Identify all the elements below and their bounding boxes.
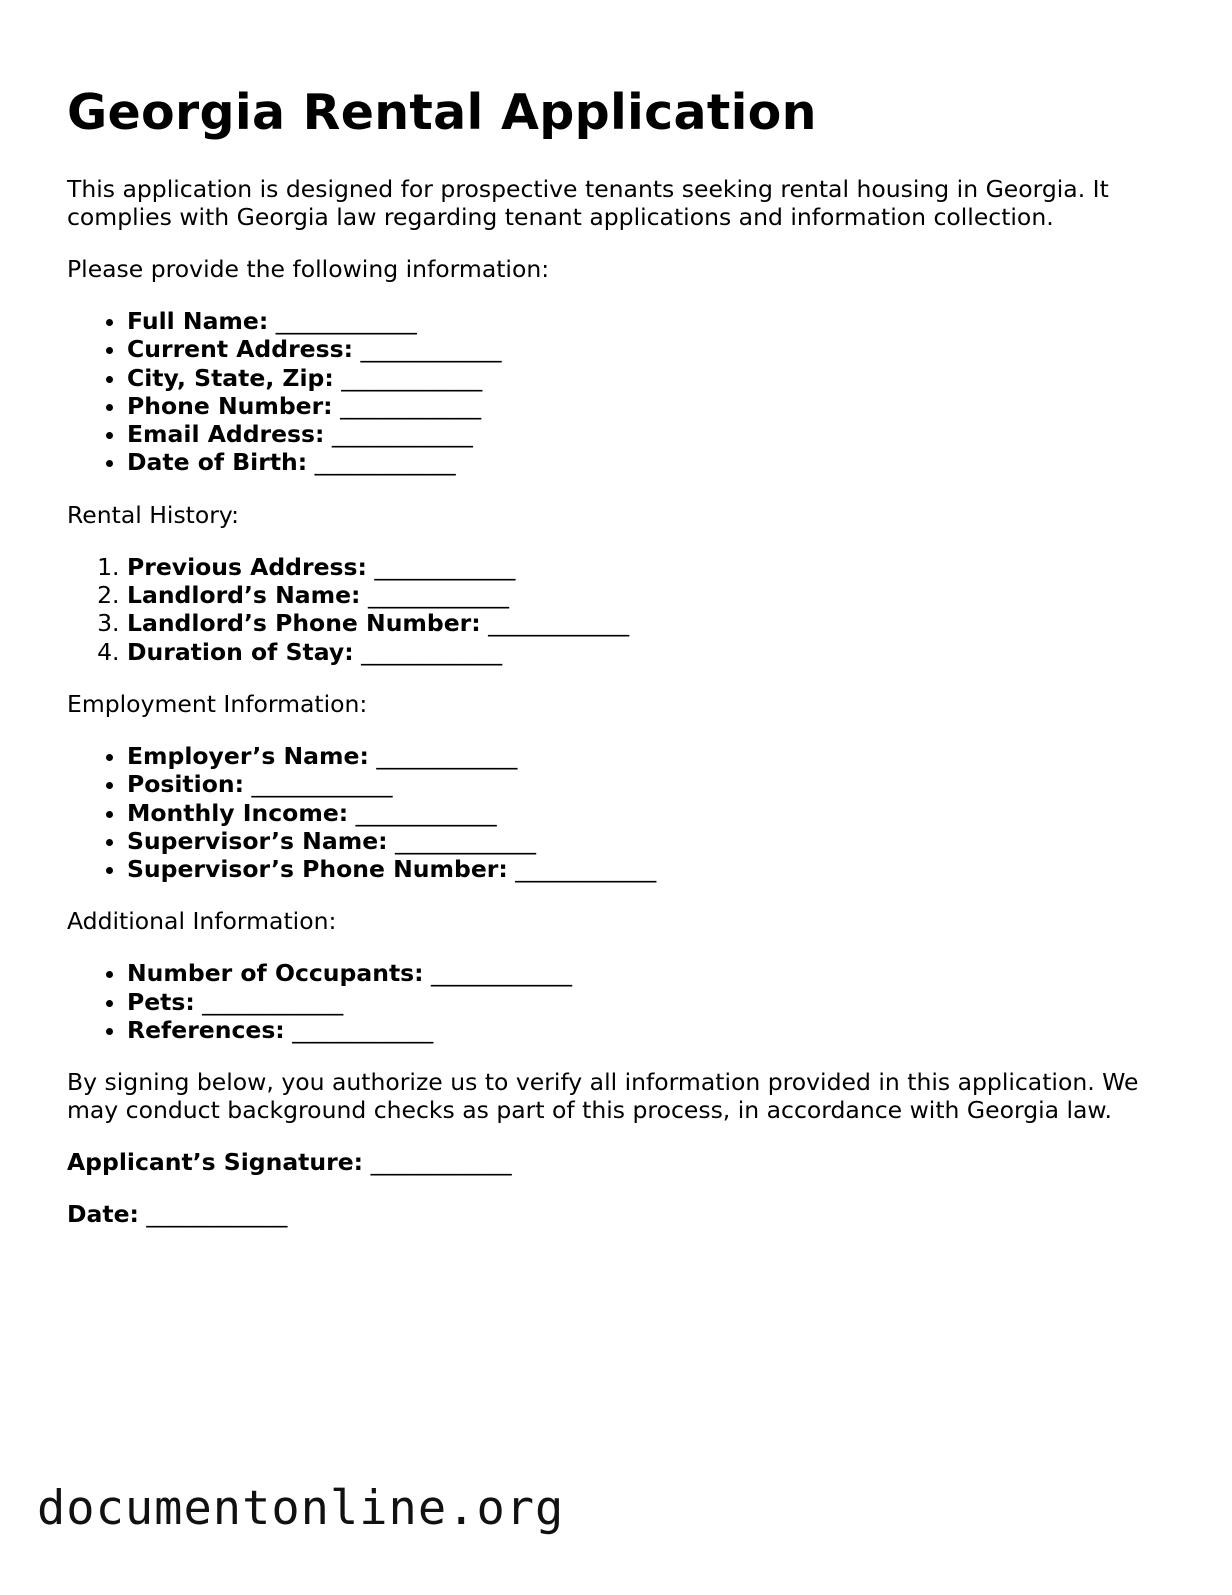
field-blank[interactable]: ____________ — [360, 335, 502, 364]
rental-history-heading: Rental History: — [67, 500, 240, 529]
date-line — [67, 1200, 1177, 1228]
field-label: Duration of Stay: — [127, 637, 354, 666]
field-blank[interactable]: ____________ — [292, 1016, 434, 1045]
field-label: Phone Number: — [127, 391, 333, 420]
field-blank[interactable]: ____________ — [331, 420, 473, 449]
city-state-zip-field — [127, 364, 1177, 392]
supervisor-name-field — [127, 827, 1177, 855]
field-label: References: — [127, 1016, 285, 1045]
field-label: Monthly Income: — [127, 798, 349, 827]
personal-info-list — [67, 307, 1177, 477]
occupants-field — [127, 959, 1177, 987]
field-blank[interactable]: ____________ — [341, 363, 483, 392]
field-label: Full Name: — [127, 307, 269, 335]
field-blank[interactable]: ____________ — [395, 826, 537, 855]
field-blank[interactable]: ____________ — [314, 448, 456, 477]
field-label: Position: — [127, 770, 244, 799]
supervisor-phone-field — [127, 855, 1177, 883]
duration-of-stay-field — [127, 638, 1177, 666]
employer-name-field — [127, 742, 1177, 770]
rental-history-list — [67, 553, 1177, 666]
signature-line — [67, 1148, 1177, 1176]
full-name-field — [127, 307, 1177, 335]
field-blank[interactable]: ____________ — [251, 770, 393, 799]
previous-address-field — [127, 553, 1177, 581]
additional-info-list — [67, 959, 1177, 1044]
field-blank[interactable]: ____________ — [355, 798, 497, 827]
field-blank[interactable]: ____________ — [361, 637, 503, 666]
field-blank[interactable]: ____________ — [374, 552, 516, 581]
field-label: Number of Occupants: — [127, 959, 424, 988]
field-blank[interactable]: ____________ — [515, 855, 657, 884]
employment-heading: Employment Information: — [67, 689, 368, 718]
field-blank[interactable]: ____________ — [431, 959, 573, 988]
field-blank[interactable]: ____________ — [376, 741, 518, 770]
field-label: Current Address: — [127, 335, 353, 364]
field-label: City, State, Zip: — [127, 363, 334, 392]
references-field — [127, 1016, 1177, 1044]
pets-field — [127, 988, 1177, 1016]
field-label: Pets: — [127, 987, 195, 1016]
authorization-paragraph: By signing below, you authorize us to verify all information provided in this application. We may conduct background checks as part of this process, in accordance with Georgia law. — [67, 1068, 1139, 1125]
landlord-name-field — [127, 581, 1177, 609]
field-blank[interactable]: ____________ — [202, 987, 344, 1016]
additional-info-heading: Additional Information: — [67, 907, 337, 936]
field-label: Previous Address: — [127, 552, 367, 581]
document-page — [67, 84, 1177, 1228]
field-label: Landlord’s Phone Number: — [127, 609, 481, 638]
date-label: Date: — [67, 1200, 139, 1229]
employment-list — [67, 742, 1177, 883]
personal-info-heading: Please provide the following information: — [67, 255, 550, 283]
position-field — [127, 770, 1177, 798]
field-blank[interactable]: ____________ — [367, 581, 509, 610]
email-address-field — [127, 420, 1177, 448]
field-label: Date of Birth: — [127, 448, 308, 477]
signature-blank[interactable]: ____________ — [370, 1148, 512, 1177]
field-blank[interactable]: ____________ — [275, 307, 417, 335]
field-blank[interactable]: ____________ — [340, 391, 482, 420]
field-label: Landlord’s Name: — [127, 581, 361, 610]
page-title: Georgia Rental Application — [67, 84, 817, 141]
date-blank[interactable]: ____________ — [146, 1200, 288, 1229]
field-label: Employer’s Name: — [127, 741, 369, 770]
date-of-birth-field — [127, 448, 1177, 476]
field-label: Supervisor’s Name: — [127, 826, 388, 855]
field-label: Supervisor’s Phone Number: — [127, 855, 508, 884]
signature-label: Applicant’s Signature: — [67, 1148, 364, 1177]
watermark: documentonline.org — [37, 1481, 565, 1536]
field-label: Email Address: — [127, 420, 325, 449]
phone-number-field — [127, 392, 1177, 420]
current-address-field — [127, 335, 1177, 363]
monthly-income-field — [127, 799, 1177, 827]
intro-paragraph: This application is designed for prospective tenants seeking rental housing in Georgia. It complies with Georgia law regarding tenant applications and information collection. — [67, 175, 1109, 231]
field-blank[interactable]: ____________ — [488, 609, 630, 638]
landlord-phone-field — [127, 609, 1177, 637]
